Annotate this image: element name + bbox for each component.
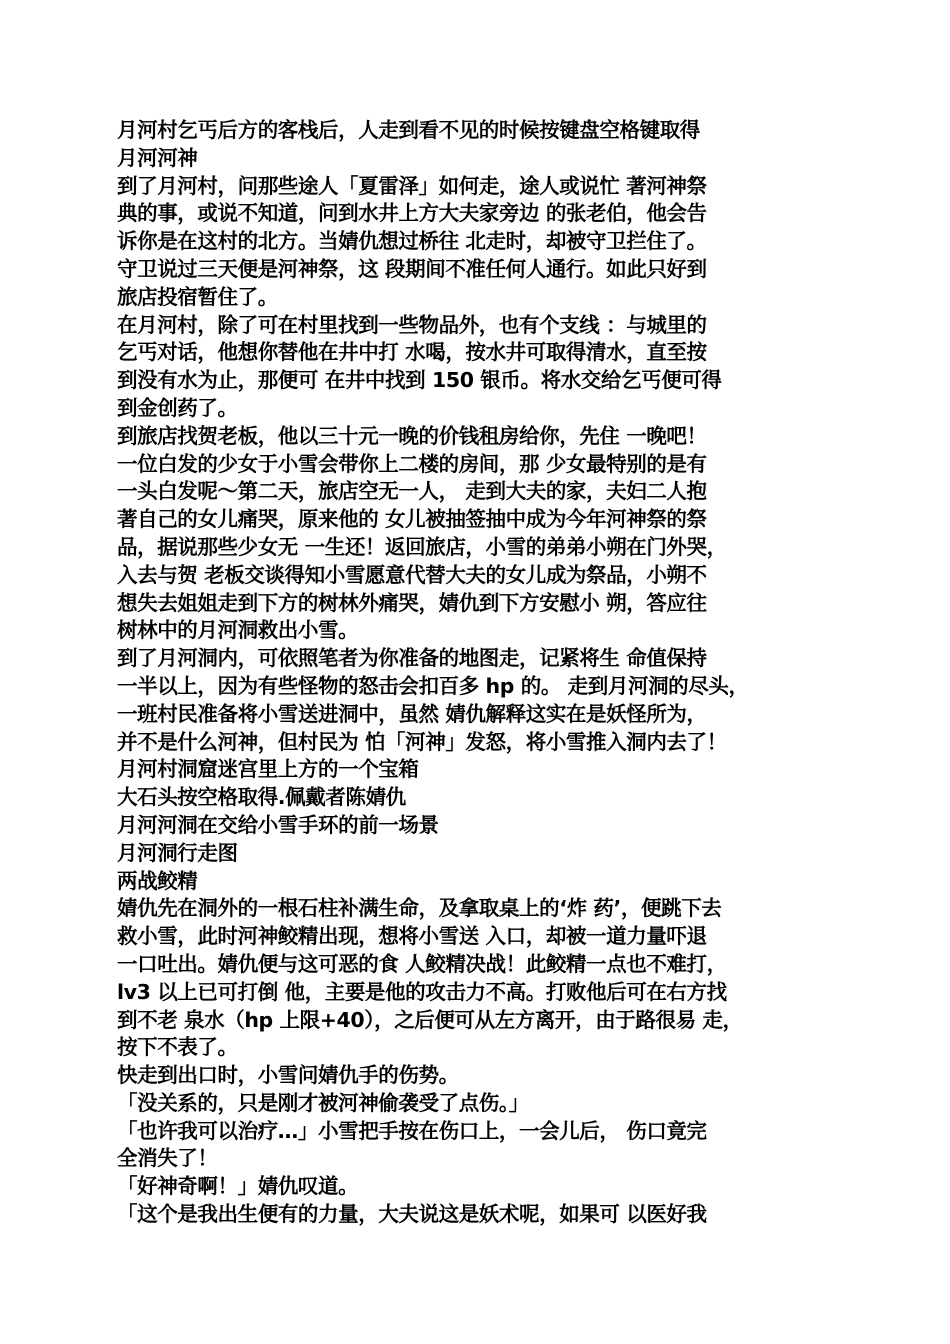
text-line: 两战鲛精 [117, 868, 198, 893]
text-line: 一口吐出。婧仇便与这可恶的食 人鲛精决战！此鲛精一点也不难打， [117, 951, 727, 976]
text-line: 月河河神 [117, 145, 198, 170]
text-line: 树林中的月河洞救出小雪。 [117, 618, 359, 643]
text-line: 到没有水为止，那便可 在井中找到 150 银币。将水交给乞丐便可得 [117, 368, 722, 393]
text-line: 乞丐对话，他想你替他在井中打 水喝，按水井可取得清水，直至按 [117, 340, 707, 365]
text-line: lv3 以上已可打倒 他，主要是他的攻击力不高。打败他后可在右方找 [117, 979, 727, 1004]
text-line: 「这个是我出生便有的力量，大夫说这是妖术呢，如果可 以医好我 [117, 1202, 707, 1227]
text-line: 全消失了！ [117, 1146, 218, 1171]
text-line: 月河河洞在交给小雪手环的前一场景 [117, 812, 439, 837]
text-line: 著自己的女儿痛哭，原来他的 女儿被抽签抽中成为今年河神祭的祭 [117, 507, 707, 532]
text-line: 一班村民准备将小雪送进洞中，虽然 婧仇解释这实在是妖怪所为， [117, 701, 707, 726]
text-line: 「没关系的，只是刚才被河神偷袭受了点伤。」 [117, 1090, 529, 1115]
text-line: 快走到出口时，小雪问婧仇手的伤势。 [117, 1063, 459, 1088]
text-line: 大石头按空格取得.佩戴者陈婧仇 [117, 785, 406, 810]
text-line: 到金创药了。 [117, 395, 238, 420]
text-line: 想失去姐姐走到下方的树林外痛哭，婧仇到下方安慰小 朔，答应往 [117, 590, 707, 615]
text-line: 到不老 泉水（hp 上限+40），之后便可从左方离开，由于路很易 走， [117, 1007, 743, 1032]
text-line: 典的事，或说不知道，问到水井上方大夫家旁边 的张老伯，他会告 [117, 201, 707, 226]
text-line: 并不是什么河神，但村民为 怕「河神」发怒，将小雪推入洞内去了！ [117, 729, 727, 754]
text-line: 婧仇先在洞外的一根石柱补满生命，及拿取桌上的‘炸 药’，便跳下去 [117, 896, 722, 921]
text-line: 月河洞行走图 [117, 840, 238, 865]
text-line: 一位白发的少女于小雪会带你上二楼的房间，那 少女最特别的是有 [117, 451, 707, 476]
text-line: 品，据说那些少女无 一生还！返回旅店，小雪的弟弟小朔在门外哭， [117, 534, 727, 559]
text-line: 到旅店找贺老板，他以三十元一晚的价钱租房给你，先住 一晚吧！ [117, 423, 707, 448]
text-line: 诉你是在这村的北方。当婧仇想过桥往 北走时，却被守卫拦住了。 [117, 229, 707, 254]
text-line: 一头白发呢～第二天，旅店空无一人， 走到大夫的家，夫妇二人抱 [117, 479, 707, 504]
text-line: 月河村乞丐后方的客栈后，人走到看不见的时候按键盘空格键取得 [117, 118, 700, 142]
text-line: 在月河村，除了可在村里找到一些物品外，也有个支线 ：与城里的 [117, 312, 707, 337]
text-line: 「也许我可以治疗…」小雪把手按在伤口上，一会儿后， 伤口竟完 [117, 1118, 707, 1143]
text-line: 入去与贺 老板交谈得知小雪愿意代替大夫的女儿成为祭品，小朔不 [117, 562, 707, 587]
text-line: 「好神奇啊！」婧仇叹道。 [117, 1174, 359, 1199]
text-line: 按下不表了。 [117, 1035, 238, 1060]
text-line: 到了月河村，问那些途人「夏雷泽」如何走，途人或说忙 著河神祭 [117, 173, 707, 198]
text-line: 救小雪，此时河神鲛精出现，想将小雪送 入口，却被一道力量吓退 [117, 924, 707, 949]
text-line: 旅店投宿暂住了。 [117, 284, 278, 309]
document-body [117, 117, 842, 1229]
text-line: 一半以上，因为有些怪物的怒击会扣百多 hp 的。 走到月河洞的尽头， [117, 673, 749, 698]
text-line: 到了月河洞内，可依照笔者为你准备的地图走，记紧将生 命值保持 [117, 646, 707, 671]
text-line: 月河村洞窟迷宫里上方的一个宝箱 [117, 757, 419, 782]
text-line: 守卫说过三天便是河神祭，这 段期间不准任何人通行。如此只好到 [117, 256, 707, 281]
